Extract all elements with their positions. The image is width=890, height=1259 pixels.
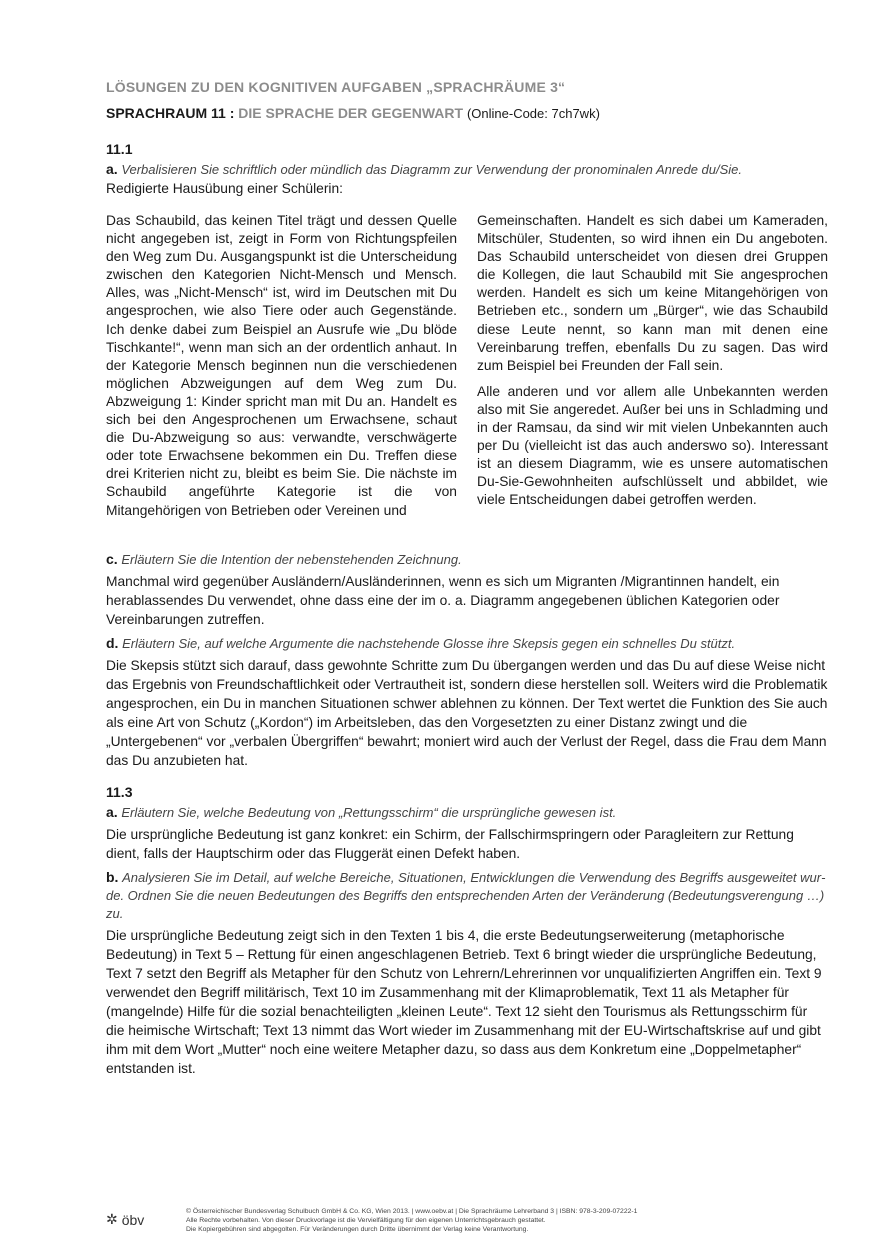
answer-column-left <box>106 212 457 528</box>
task-text: Erläutern Sie, auf welche Argumente die nachstehende Glosse ihre Skepsis gegen ein schnelles Du stützt. <box>122 635 736 651</box>
answer-11-3-a: Die ursprüngliche Bedeutung ist ganz konkret: ein Schirm, der Fallschirmspringern oder Paragleitern zur Rettung dient, falls der Hauptschirm oder das Fluggerät einen Defekt haben. <box>106 826 794 861</box>
task-text: Verbalisieren Sie schriftlich oder mündlich das Diagramm zur Verwendung der pronominalen Anrede du/Sie. <box>121 162 743 177</box>
chapter-heading <box>106 105 828 122</box>
answer-paragraph: Gemeinschaften. Handelt es sich dabei um Kameraden, Mitschüler, Studenten, so wird ihnen ein Du angeboten. Das Schaubild unterscheidet von diesen drei Gruppen die Kollegen, die laut Schaubild mit Sie angesprochen werden. Handelt es sich um keine Mitangehörigen von Betrieben etc., sondern um „Bürger“, wie das Schaubild diese Leute nennt, so kann man mit denen eine Vereinbarung treffen, ebenfalls Du zu sagen. Das wird zum Beispiel bei Freunden der Fall sein. <box>477 213 828 373</box>
task-11-3-a <box>106 803 828 822</box>
chapter-label: SPRACHRAUM 11 : <box>106 105 235 121</box>
task-text: Erläutern Sie, welche Bedeutung von „Rettungsschirm“ die ursprüngliche gewesen ist. <box>121 804 617 820</box>
section-number-11-1: 11.1 <box>106 141 133 157</box>
copyright-line: © Österreichischer Bundesverlag Schulbuch GmbH & Co. KG, Wien 2013. | www.oebv.at | Die Sprachräume Lehrerband 3 | ISBN: 978-3-209-07222-1 <box>186 1208 638 1215</box>
task-11-1-d <box>106 634 828 653</box>
document-page <box>106 79 828 1078</box>
answer-paragraph: Alle anderen und vor allem alle Unbekannten werden also mit Sie angeredet. Außer bei uns in Schladming und in der Ramsau, da sind wir mit vielen Unbekannten auch per Du (vielleicht ist das auch anderswo so). Interessant ist an diesem Diagramm, wie es unsere automatischen Du-Sie-Gewohnheiten aufschlüsselt und abbildet, wie viele Entscheidungen dabei getroffen werden. <box>477 383 828 508</box>
online-code: (Online-Code: 7ch7wk) <box>466 106 600 121</box>
obv-star-logo-icon: ✲ <box>106 1211 118 1227</box>
copyright-notice <box>186 1207 637 1234</box>
document-title: LÖSUNGEN ZU DEN KOGNITIVEN AUFGABEN „SPRACHRÄUME 3“ <box>106 79 566 95</box>
page-footer <box>106 1207 828 1234</box>
task-letter: a. <box>106 161 118 177</box>
chapter-title: DIE SPRACHE DER GEGENWART <box>238 105 464 121</box>
task-11-1-a <box>106 160 828 179</box>
answer-paragraph: Das Schaubild, das keinen Titel trägt und dessen Quelle nicht angegeben ist, zeigt in Form von Richtungspfeilen den Weg zum Du. Ausgangspunkt ist die Unterscheidung zwischen den Kategorien Nicht-Mensch und Mensch. Alles, was „Nicht-Mensch“ ist, wird im Deutschen mit Du angesprochen, wie also Tiere oder auch Gegenstände. Ich denke dabei zum Beispiel an Ausrufe wie „Du blöde Tischkante!“, wenn man sich an der ordentlich anhaut. In der Kategorie Mensch beginnen nun die verschiedenen möglichen Abzweigungen auf dem Weg zum Du. Abzweigung 1: Kinder spricht man mit Du an. Handelt es sich bei den Angesprochenen um Erwachsene, schaut die Du-Abzweigung so aus: verwandte, verschwägerte oder tote Erwachsene bekommen ein Du. Treffen diese drei Kriterien nicht zu, bleibt es beim Sie. Die nächste im Schaubild angeführte Kategorie ist die von Mitangehörigen von Betrieben oder Vereinen und <box>106 213 457 518</box>
answer-11-1-d: Die Skepsis stützt sich darauf, dass gewohnte Schritte zum Du übergangen werden und das Du auf diese Weise nicht das Ergebnis von Freundschaftlichkeit oder Vertrautheit ist, sondern diese herstellen soll. Weiters wird die Problematik angesprochen, ein Du in manchen Situationen schwer ablehnen zu können. Der Text wertet die Funktion des Sie auch als eine Art von Schutz („Kordon“) im Arbeitsleben, das den Vorgesetzten zu einer Distanz zwingt und die „Untergebenen“ vor „verbalen Übergriffen“ bewahrt; moniert wird auch der Verlust der Regel, dass die Frau dem Mann das Du anzubieten hat. <box>106 657 828 768</box>
section-number-11-3: 11.3 <box>106 783 133 800</box>
task-text: Analysieren Sie im Detail, auf welche Bereiche, Situationen, Entwicklungen die Verwendung des Begriffs ausgeweitet wurde. Ordnen Sie die neuen Bedeutungen des Begriffs den entsprechenden Arten der Veränderung (Bedeutungsverengung …) zu. <box>106 869 826 921</box>
answer-11-3-b: Die ursprüngliche Bedeutung zeigt sich in den Texten 1 bis 4, die erste Bedeutungserweiterung (metaphorische Bedeutung) in Text 5 – Rettung für einen angeschlagenen Betrieb. Text 6 bringt wieder die ursprüngliche Bedeutung, Text 7 setzt den Begriff als Metapher für den Schutz von Lehrern/Lehrerinnen vor unqualifizierten Angriffen ein. Text 9 verwendet den Begriff militärisch, Text 10 im Zusammenhang mit der Klimaproblematik, Text 11 als Metapher für (mangelnde) Hilfe für die sozial benachteiligten „kleinen Leute“. Text 12 sieht den Tourismus als Rettungsschirm für die heimische Wirtschaft; Text 13 nimmt das Wort wieder im Zusammenhang mit der EU-Wirtschaftskrise auf und gibt ihm mit dem Wort „Mutter“ noch eine weitere Metapher dazu, so dass aus dem Konkretum eine „Doppelmetapher“ entstanden ist. <box>106 927 822 1076</box>
answer-intro: Redigierte Hausübung einer Schülerin: <box>106 181 343 196</box>
task-letter: b. <box>106 868 119 885</box>
copyright-line: Alle Rechte vorbehalten. Von dieser Druckvorlage ist die Vervielfältigung für den eigenen Unterrichtsgebrauch gestattet. <box>186 1217 546 1224</box>
task-letter: a. <box>106 803 118 820</box>
task-11-3-b <box>106 868 828 923</box>
task-11-1-c <box>106 550 828 569</box>
logo-text: öbv <box>121 1211 145 1228</box>
answer-11-1-c: Manchmal wird gegenüber Ausländern/Ausländerinnen, wenn es sich um Migranten /Migrantinnen handelt, ein herablassendes Du verwendet, ohne dass eine der im o. a. Diagramm angegebenen üblichen Kategorien oder Vereinbarungen zutreffen. <box>106 573 780 627</box>
publisher-logo <box>106 1211 186 1228</box>
task-text: Erläutern Sie die Intention der nebenstehenden Zeichnung. <box>121 551 462 567</box>
task-letter: c. <box>106 550 118 567</box>
two-column-answer <box>106 212 828 528</box>
copyright-line: Die Kopiergebühren sind abgegolten. Für Veränderungen durch Dritte übernimmt der Verlag keine Verantwortung. <box>186 1226 529 1233</box>
answer-column-right <box>477 212 828 528</box>
task-letter: d. <box>106 634 119 651</box>
